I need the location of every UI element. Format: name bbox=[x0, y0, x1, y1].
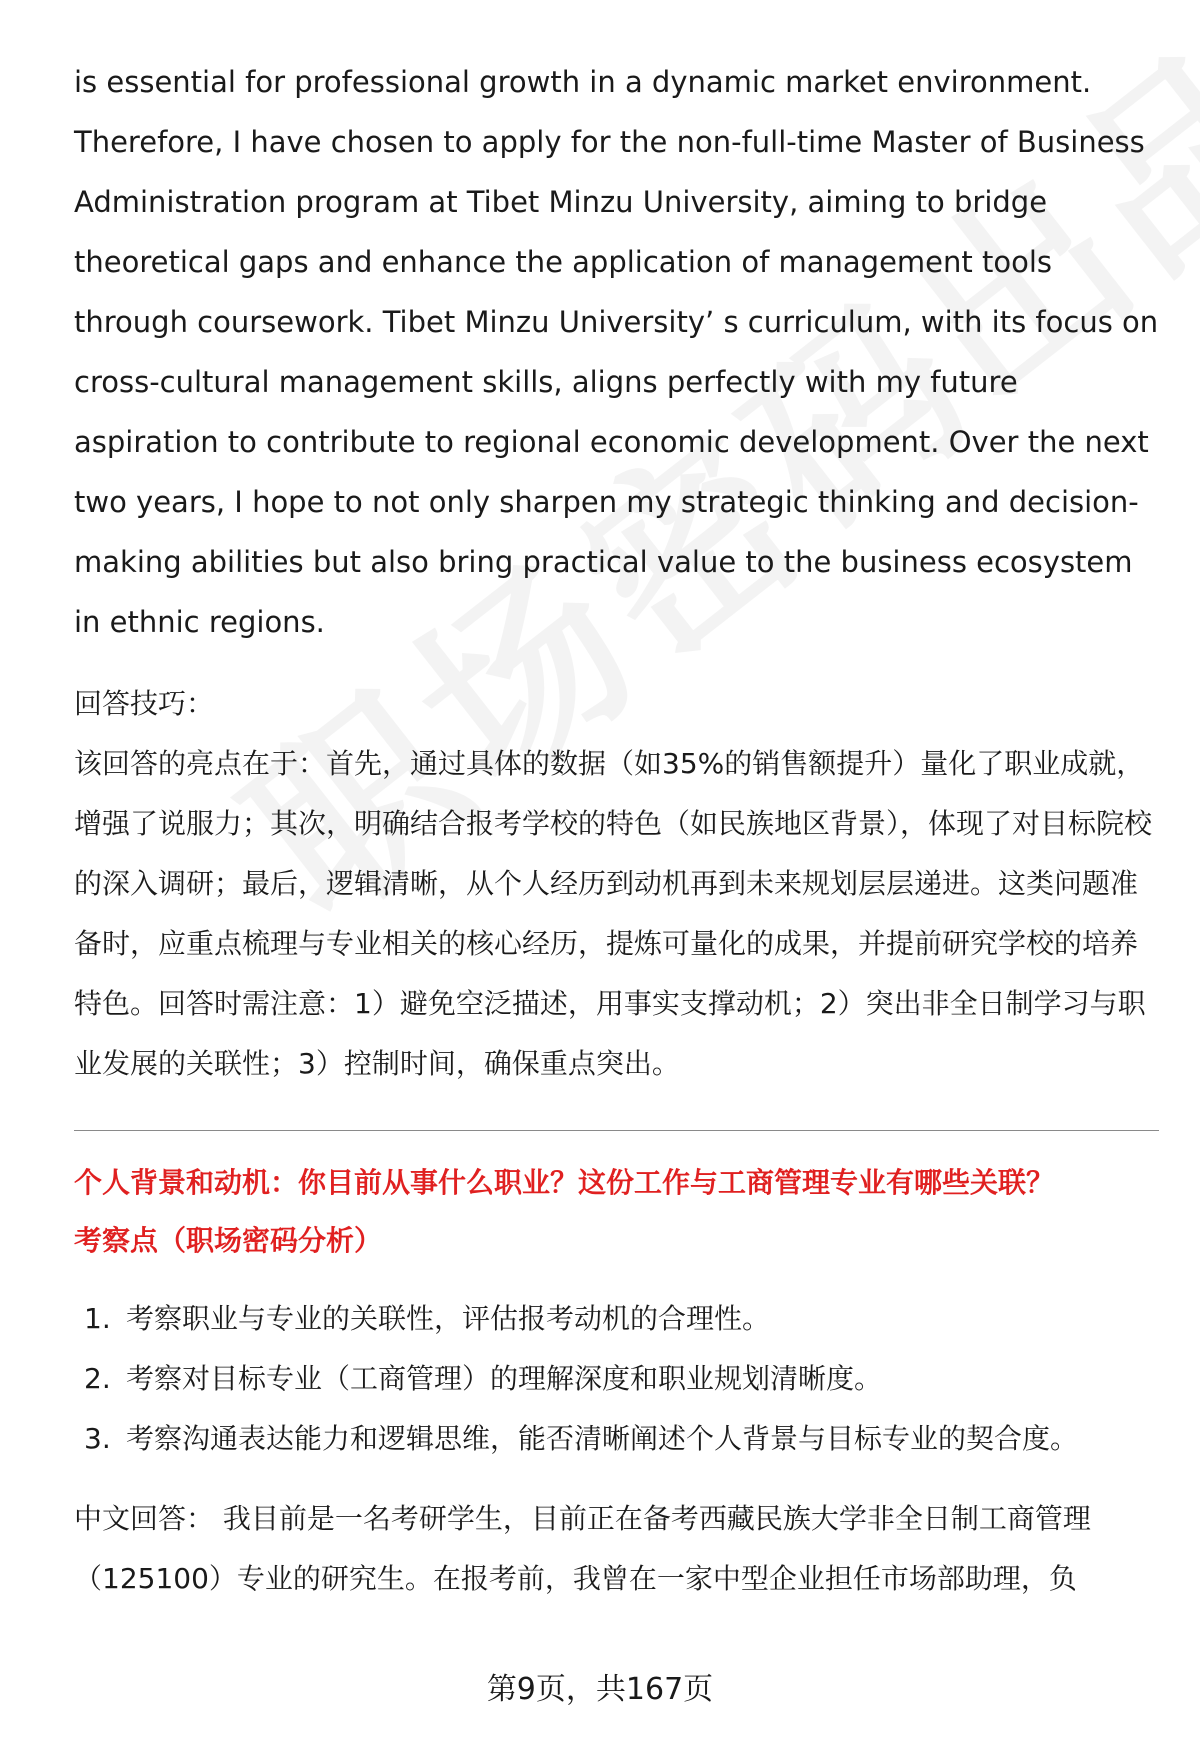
list-number: 1. bbox=[84, 1302, 111, 1335]
page-content bbox=[74, 52, 1159, 1609]
chinese-answer: 中文回答： 我目前是一名考研学生，目前正在备考西藏民族大学非全日制工商管理（125100）专业的研究生。在报考前，我曾在一家中型企业担任市场部助理，负 bbox=[74, 1502, 1091, 1595]
examination-label: 考察点（职场密码分析） bbox=[74, 1224, 383, 1257]
page-number: 第9页，共167页 bbox=[486, 1672, 714, 1707]
question-heading: 个人背景和动机：你目前从事什么职业？这份工作与工商管理专业有哪些关联？ bbox=[74, 1166, 1055, 1199]
list-text: 考察沟通表达能力和逻辑思维，能否清晰阐述个人背景与目标专业的契合度。 bbox=[126, 1422, 1079, 1455]
list-item bbox=[74, 1409, 1159, 1469]
list-text: 考察职业与专业的关联性，评估报考动机的合理性。 bbox=[126, 1302, 771, 1335]
tips-heading: 回答技巧： bbox=[74, 687, 215, 720]
examination-points bbox=[74, 1289, 1159, 1469]
list-item bbox=[74, 1289, 1159, 1349]
list-item bbox=[74, 1349, 1159, 1409]
english-answer-paragraph: is essential for professional growth in a dynamic market environment. Therefore, I have chosen to apply for the non-full-time Master of Business Administration program at Tibet Minzu University, aiming to bridge theoretical gaps and enhance the application of management tools through coursework. Tibet Minzu University’ s curriculum, with its focus on cross-cultural management skills, aligns perfectly with my future aspiration to contribute to regional economic development. Over the next two years, I hope to not only sharpen my strategic thinking and decision-making abilities but also bring practical value to the business ecosystem in ethnic regions. bbox=[74, 65, 1159, 639]
tips-body: 该回答的亮点在于：首先，通过具体的数据（如35%的销售额提升）量化了职业成就，增强了说服力；其次，明确结合报考学校的特色（如民族地区背景），体现了对目标院校的深入调研；最后，逻辑清晰，从个人经历到动机再到未来规划层层递进。这类问题准备时，应重点梳理与专业相关的核心经历，提炼可量化的成果，并提前研究学校的培养特色。回答时需注意：1）避免空泛描述，用事实支撑动机；2）突出非全日制学习与职业发展的关联性；3）控制时间，确保重点突出。 bbox=[74, 747, 1153, 1080]
list-text: 考察对目标专业（工商管理）的理解深度和职业规划清晰度。 bbox=[126, 1362, 883, 1395]
list-number: 3. bbox=[84, 1422, 111, 1455]
list-number: 2. bbox=[84, 1362, 111, 1395]
section-divider bbox=[74, 1130, 1159, 1131]
